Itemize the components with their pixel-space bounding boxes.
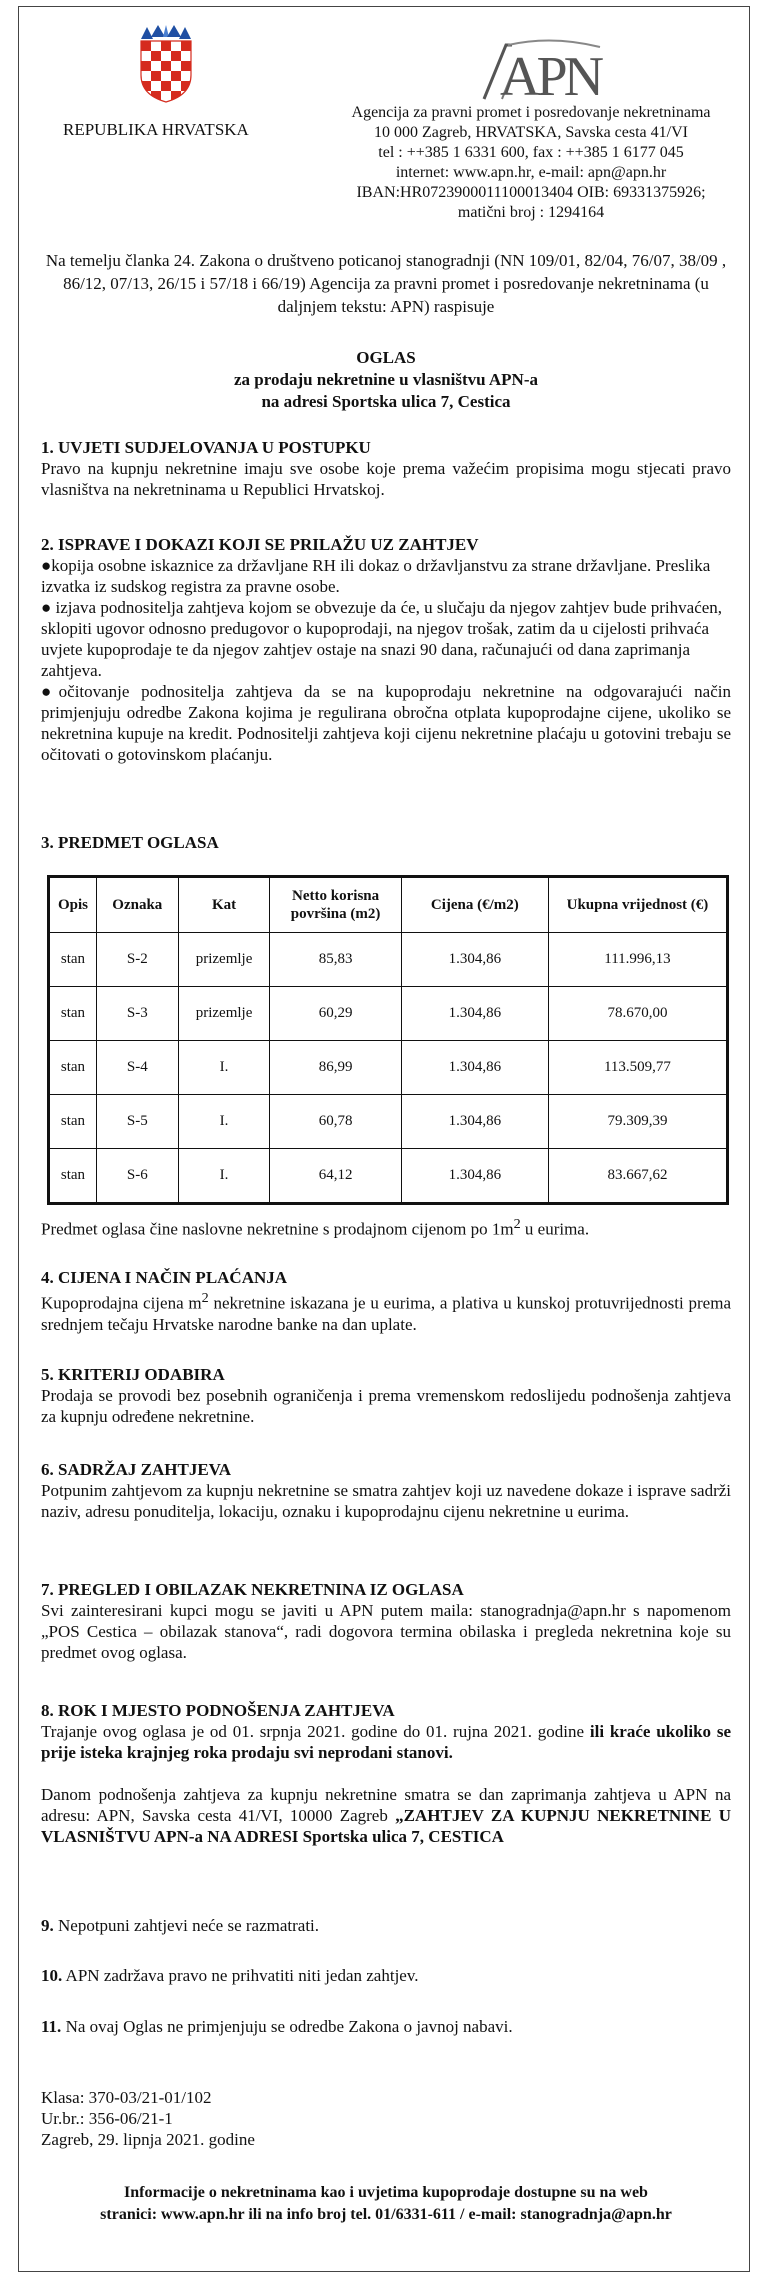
section-4 [41, 1267, 731, 1335]
republic-name: REPUBLIKA HRVATSKA [63, 120, 249, 139]
section-text-part: Nepotpuni zahtjevi neće se razmatrati. [53, 1916, 320, 1935]
table-cell: 86,99 [270, 1041, 401, 1095]
column-header: Ukupna vrijednost (€) [548, 877, 727, 933]
table-cell: 1.304,86 [401, 1095, 548, 1149]
apn-logo-text: APN [500, 46, 601, 103]
table-cell: 64,12 [270, 1149, 401, 1204]
table-row [49, 1149, 728, 1204]
table-row [49, 1095, 728, 1149]
section-text: Pravo na kupnju nekretnine imaju sve osobe koje prema važećim propisima mogu stjecati pravo vlasništva na nekretninama u Republici Hrvatskoj. [41, 459, 731, 499]
table-cell: I. [178, 1095, 270, 1149]
section-text: Prodaja se provodi bez posebnih ograničenja i prema vremenskom redoslijedu podnošenja zahtjeva za kupnju određene nekretnine. [41, 1386, 731, 1426]
column-header: Cijena (€/m2) [401, 877, 548, 933]
section-heading: 4. CIJENA I NAČIN PLAĆANJA [41, 1268, 288, 1287]
table-cell: S-3 [96, 987, 178, 1041]
footer-info [41, 2182, 731, 2226]
section-1 [41, 437, 731, 500]
klasa-line: Klasa: 370-03/21-01/102 [41, 2088, 212, 2107]
table-cell: S-2 [96, 933, 178, 987]
table-cell: 60,29 [270, 987, 401, 1041]
note-text: u eurima. [520, 1219, 590, 1239]
column-header: Netto korisna površina (m2) [270, 877, 401, 933]
section-text [41, 1721, 731, 1763]
place-date-line: Zagreb, 29. lipnja 2021. godine [41, 2130, 255, 2149]
section-heading: 3. PREDMET OGLASA [41, 833, 219, 852]
section-text [41, 1288, 731, 1335]
table-header-row [49, 877, 728, 933]
bullet-item: ● izjava podnositelja zahtjeva kojom se obvezuje da će, u slučaju da njegov zahtjev bude prihvaćen, sklopiti ugovor odnosno predugovor o kupoprodaji, na njegov trošak, zatim da u cijelosti prihvaća uvjete kupoprodaje te da njegov zahtjev ostaje na snazi 90 dana, računajući od dana zaprimanja zahtjeva. [41, 598, 723, 680]
table-cell: stan [49, 1041, 97, 1095]
croatian-coat-of-arms-icon [137, 25, 195, 103]
document-page [18, 6, 750, 2272]
section-text [41, 1965, 731, 1986]
agency-line: internet: www.apn.hr, e-mail: apn@apn.hr [395, 164, 667, 181]
document-content [41, 7, 731, 2223]
table-cell: 83.667,62 [548, 1149, 727, 1204]
table-cell: prizemlje [178, 987, 270, 1041]
section-text-part: Danom podnošenja zahtjeva za kupnju nekretnine smatra se dan zaprimanja zahtjeva u APN na adresu: APN, Savska cesta 41/VI, 10000 Zagreb [41, 1785, 731, 1825]
note-text: Predmet oglasa čine naslovne nekretnine s prodajnom cijenom po 1m [41, 1219, 514, 1239]
urbr-line: Ur.br.: 356-06/21-1 [41, 2109, 173, 2128]
property-table [47, 875, 729, 1205]
table-cell: 60,78 [270, 1095, 401, 1149]
agency-line: Agencija za pravni promet i posredovanje nekretninama [351, 104, 711, 121]
section-heading: 5. KRITERIJ ODABIRA [41, 1365, 225, 1384]
title-line: OGLAS [356, 348, 416, 367]
column-header: Opis [49, 877, 97, 933]
section-7 [41, 1579, 731, 1663]
section-text-part: nekretnine iskazana je u eurima, a plativa u kunskoj protuvrijednosti prema srednjem tečaju Hrvatske narodne banke na dan uplate. [41, 1293, 731, 1334]
section-text-bold: „ZAHTJEV ZA KUPNJU NEKRETNINE U VLASNIŠTVU APN-a NA ADRESI Sportska ulica 7, CESTICA [41, 1806, 731, 1846]
table-cell: 1.304,86 [401, 933, 548, 987]
footer-line: Informacije o nekretninama kao i uvjetima kupoprodaje dostupne su na web [124, 2184, 648, 2201]
section-number: 9. [41, 1916, 54, 1935]
bullet-item: ●očitovanje podnositelja zahtjeva da se na kupoprodaju nekretnine na odgovarajući način primjenjuju odredbe Zakona kojima je regulirana obročna otplata kupoprodajne cijene, ukoliko se nekretnina kupuje na kredit. Podnositelji zahtjeva koji cijenu nekretnine plaćaju u gotovini trebaju se očitovati o gotovinskom plaćanju. [41, 682, 731, 764]
table-cell: S-5 [96, 1095, 178, 1149]
agency-address-block [311, 103, 751, 223]
signature-block [41, 2087, 731, 2150]
column-header: Kat [178, 877, 270, 933]
section-3 [41, 832, 731, 853]
agency-line: tel : ++385 1 6331 600, fax : ++385 1 6177 045 [378, 144, 684, 161]
table-cell: 78.670,00 [548, 987, 727, 1041]
table-cell: I. [178, 1149, 270, 1204]
section-text-part: Kupoprodajna cijena m [41, 1293, 202, 1313]
table-cell: stan [49, 987, 97, 1041]
section-text: Potpunim zahtjevom za kupnju nekretnine se smatra zahtjev koji uz navedene dokaze i isprave sadrži naziv, adresu ponuditelja, lokaciju, oznaku i kupoprodajnu cijenu nekretnine u eurima. [41, 1481, 731, 1521]
section-2 [41, 534, 731, 765]
section-10 [41, 1965, 731, 1986]
table-row [49, 1041, 728, 1095]
section-text [41, 1784, 731, 1847]
table-cell: stan [49, 1095, 97, 1149]
table-cell: stan [49, 933, 97, 987]
document-title [41, 347, 731, 413]
table-cell: 111.996,13 [548, 933, 727, 987]
section-number: 10. [41, 1966, 63, 1985]
table-cell: I. [178, 1041, 270, 1095]
intro-paragraph: Na temelju članka 24. Zakona o društveno poticanoj stanogradnji (NN 109/01, 82/04, 76/07, 38/09 , 86/12, 07/13, 26/15 i 57/18 i 66/19) Agencija za pravni promet i posredovanje nekretninama (u daljnjem tekstu: APN) raspisuje [45, 251, 727, 316]
table-cell: 85,83 [270, 933, 401, 987]
section-heading: 7. PREGLED I OBILAZAK NEKRETNINA IZ OGLASA [41, 1580, 464, 1599]
section-heading: 2. ISPRAVE I DOKAZI KOJI SE PRILAŽU UZ ZAHTJEV [41, 535, 479, 554]
section-text [41, 1915, 731, 1936]
section-heading: 6. SADRŽAJ ZAHTJEVA [41, 1460, 232, 1479]
table-cell: prizemlje [178, 933, 270, 987]
title-line: za prodaju nekretnine u vlasništvu APN-a [234, 370, 538, 389]
section-text [41, 2016, 731, 2037]
agency-line: IBAN:HR0723900011100013404 OIB: 69331375926; [356, 184, 706, 201]
section-6 [41, 1459, 731, 1522]
superscript: 2 [201, 1290, 209, 1306]
apn-logo-icon [482, 37, 604, 103]
section-text-part: Trajanje ovog oglasa je od 01. srpnja 2021. godine do 01. rujna 2021. godine [41, 1722, 590, 1741]
section-5 [41, 1364, 731, 1427]
table-cell: S-4 [96, 1041, 178, 1095]
title-line: na adresi Sportska ulica 7, Cestica [261, 392, 511, 411]
table-cell: 1.304,86 [401, 1149, 548, 1204]
superscript: 2 [513, 1216, 521, 1232]
section-heading: 8. ROK I MJESTO PODNOŠENJA ZAHTJEVA [41, 1701, 395, 1720]
agency-line: 10 000 Zagreb, HRVATSKA, Savska cesta 41/VI [374, 124, 688, 141]
section-text-bold: ili kraće ukoliko se prije isteka krajnjeg roka prodaju svi neprodani stanovi. [41, 1722, 731, 1762]
table-row [49, 987, 728, 1041]
section-9 [41, 1915, 731, 1936]
bullet-item: ●kopija osobne iskaznice za državljane RH ili dokaz o državljanstvu za strane državljane. Preslika izvatka iz sudskog registra za pravne osobe. [41, 556, 711, 596]
table-cell: 113.509,77 [548, 1041, 727, 1095]
section-text-part: Na ovaj Oglas ne primjenjuju se odredbe Zakona o javnoj nabavi. [61, 2017, 513, 2036]
agency-line: matični broj : 1294164 [457, 204, 605, 221]
section-8 [41, 1700, 731, 1847]
table-cell: S-6 [96, 1149, 178, 1204]
section-number: 11. [41, 2017, 62, 2036]
section-11 [41, 2016, 731, 2037]
section-3-note [41, 1214, 731, 1240]
table-cell: 1.304,86 [401, 1041, 548, 1095]
table-cell: stan [49, 1149, 97, 1204]
section-text-part: APN zadržava pravo ne prihvatiti niti jedan zahtjev. [62, 1966, 419, 1985]
table-cell: 79.309,39 [548, 1095, 727, 1149]
footer-line: stranici: www.apn.hr ili na info broj tel. 01/6331-611 / e-mail: stanogradnja@apn.hr [100, 2206, 672, 2223]
table-cell: 1.304,86 [401, 987, 548, 1041]
section-heading: 1. UVJETI SUDJELOVANJA U POSTUPKU [41, 438, 371, 457]
letterhead [41, 7, 731, 221]
section-text: Svi zainteresirani kupci mogu se javiti u APN putem maila: stanogradnja@apn.hr s napomenom „POS Cestica – obilazak stanova“, radi dogovora termina obilaska i pregleda nekretnina koje su predmet ovog oglasa. [41, 1601, 731, 1662]
section-text [41, 1214, 731, 1240]
column-header: Oznaka [96, 877, 178, 933]
table-row [49, 933, 728, 987]
